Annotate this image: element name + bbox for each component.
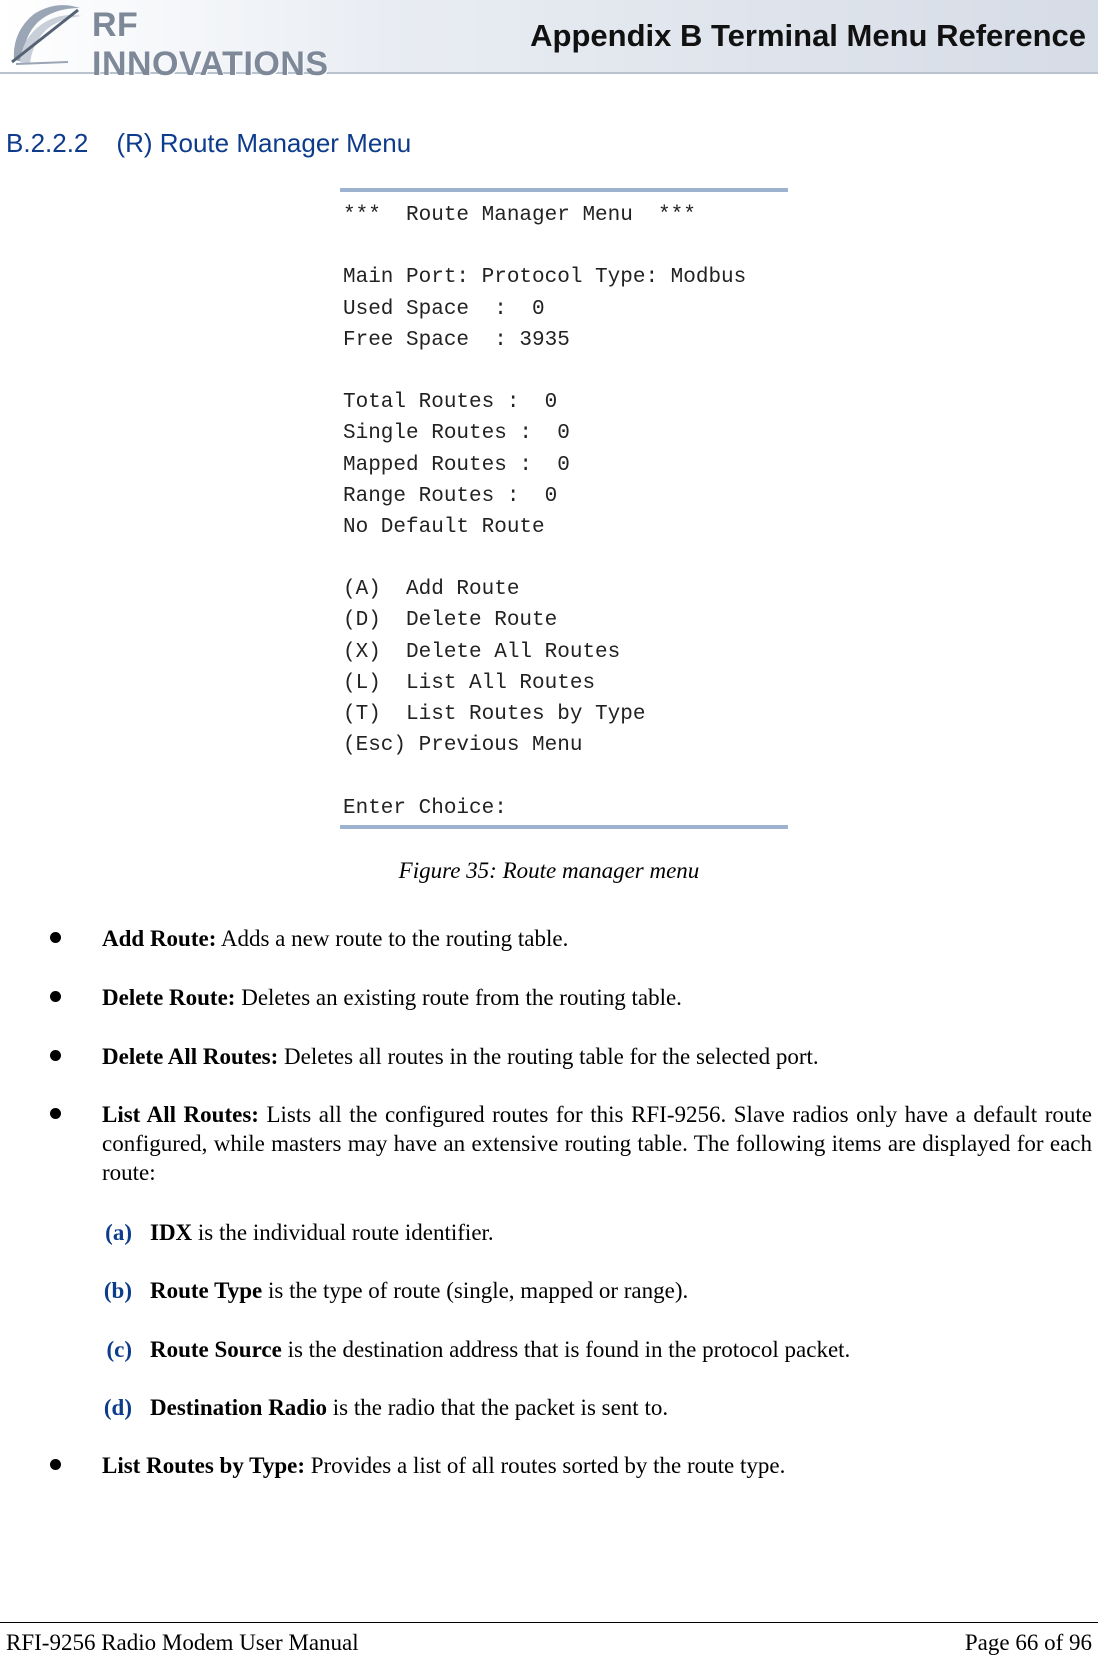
- terminal-line: (Esc) Previous Menu: [343, 734, 583, 758]
- terminal-line: Total Routes : 0: [343, 391, 558, 415]
- bullet-dot-icon: [50, 932, 61, 943]
- logo-text: RF INNOVATIONS: [92, 6, 329, 83]
- bullet-term: Delete Route:: [102, 985, 236, 1010]
- sub-item-text: is the type of route (single, mapped or range).: [262, 1278, 689, 1303]
- terminal-line: [343, 543, 746, 574]
- sub-item-term: Route Source: [150, 1337, 282, 1362]
- sub-item-mark: (d): [103, 1395, 132, 1420]
- terminal-line: Mapped Routes : 0: [343, 453, 570, 477]
- sub-item-term: IDX: [150, 1220, 193, 1245]
- sub-item-text: is the radio that the packet is sent to.: [327, 1395, 669, 1420]
- bullet-dot-icon: [50, 1050, 61, 1061]
- bullet-dot-icon: [50, 1459, 61, 1470]
- page-header-title: Appendix B Terminal Menu Reference: [530, 18, 1086, 53]
- sub-item-text: is the individual route identifier.: [192, 1220, 494, 1245]
- page-header: [0, 0, 1098, 83]
- bullet-text: Deletes an existing route from the routing table.: [235, 985, 682, 1010]
- bullet-term: Delete All Routes:: [102, 1044, 279, 1069]
- terminal-line: [343, 356, 746, 387]
- bullet-text: Lists all the configured routes for this RFI-9256. Slave radios only have a default route configured, while masters may have an extensive routing table. The following items are displayed for each route:: [102, 1102, 1092, 1185]
- bullet-term: List All Routes:: [102, 1102, 259, 1127]
- figure-caption: Figure 35: Route manager menu: [398, 858, 700, 883]
- terminal-line: [343, 761, 746, 792]
- terminal-line: (A) Add Route: [343, 578, 520, 602]
- terminal-line: Used Space : 0: [343, 297, 545, 321]
- bullet-term: List Routes by Type:: [102, 1453, 305, 1478]
- footer-manual-title: RFI-9256 Radio Modem User Manual: [6, 1630, 359, 1655]
- terminal-line: (T) List Routes by Type: [343, 703, 646, 726]
- section-title: (R) Route Manager Menu: [116, 128, 412, 158]
- bullet-text: Deletes all routes in the routing table for the selected port.: [278, 1044, 819, 1069]
- terminal-line: Free Space : 3935: [343, 328, 570, 352]
- bullet-dot-icon: [50, 1108, 61, 1119]
- footer-page-number: Page 66 of 96: [964, 1630, 1092, 1655]
- bullet-dot-icon: [50, 991, 61, 1002]
- terminal-line: [343, 231, 746, 262]
- sub-item-mark: (a): [105, 1220, 132, 1245]
- logo-swoosh-icon: [8, 2, 88, 68]
- sub-item-text: is the destination address that is found in the protocol packet.: [281, 1337, 851, 1362]
- sub-item-mark: (b): [103, 1278, 132, 1303]
- sub-item-term: Route Type: [150, 1278, 263, 1303]
- terminal-screen: [340, 188, 788, 830]
- terminal-line: Range Routes : 0: [343, 484, 558, 508]
- terminal-line: (X) Delete All Routes: [343, 640, 621, 664]
- section-heading: [6, 128, 411, 159]
- terminal-line: Single Routes : 0: [343, 422, 570, 446]
- terminal-line: (L) List All Routes: [343, 671, 596, 695]
- terminal-line: Main Port: Protocol Type: Modbus: [343, 266, 747, 290]
- footer-rule: [0, 1622, 1098, 1623]
- terminal-top-rule: [340, 188, 788, 192]
- bullet-term: Add Route:: [102, 926, 217, 951]
- terminal-line: *** Route Manager Menu ***: [343, 204, 696, 227]
- section-number: B.2.2.2: [6, 128, 89, 158]
- sub-item-term: Destination Radio: [150, 1395, 327, 1420]
- terminal-line: (D) Delete Route: [343, 609, 558, 633]
- terminal-line: Enter Choice:: [343, 796, 507, 820]
- sub-item-mark: (c): [106, 1337, 132, 1362]
- rf-innovations-logo: [8, 2, 368, 83]
- bullet-text: Provides a list of all routes sorted by the route type.: [304, 1453, 786, 1478]
- bullet-text: Adds a new route to the routing table.: [216, 926, 569, 951]
- terminal-bottom-rule: [340, 825, 788, 829]
- terminal-line: No Default Route: [343, 515, 545, 539]
- terminal-lines: [343, 200, 746, 824]
